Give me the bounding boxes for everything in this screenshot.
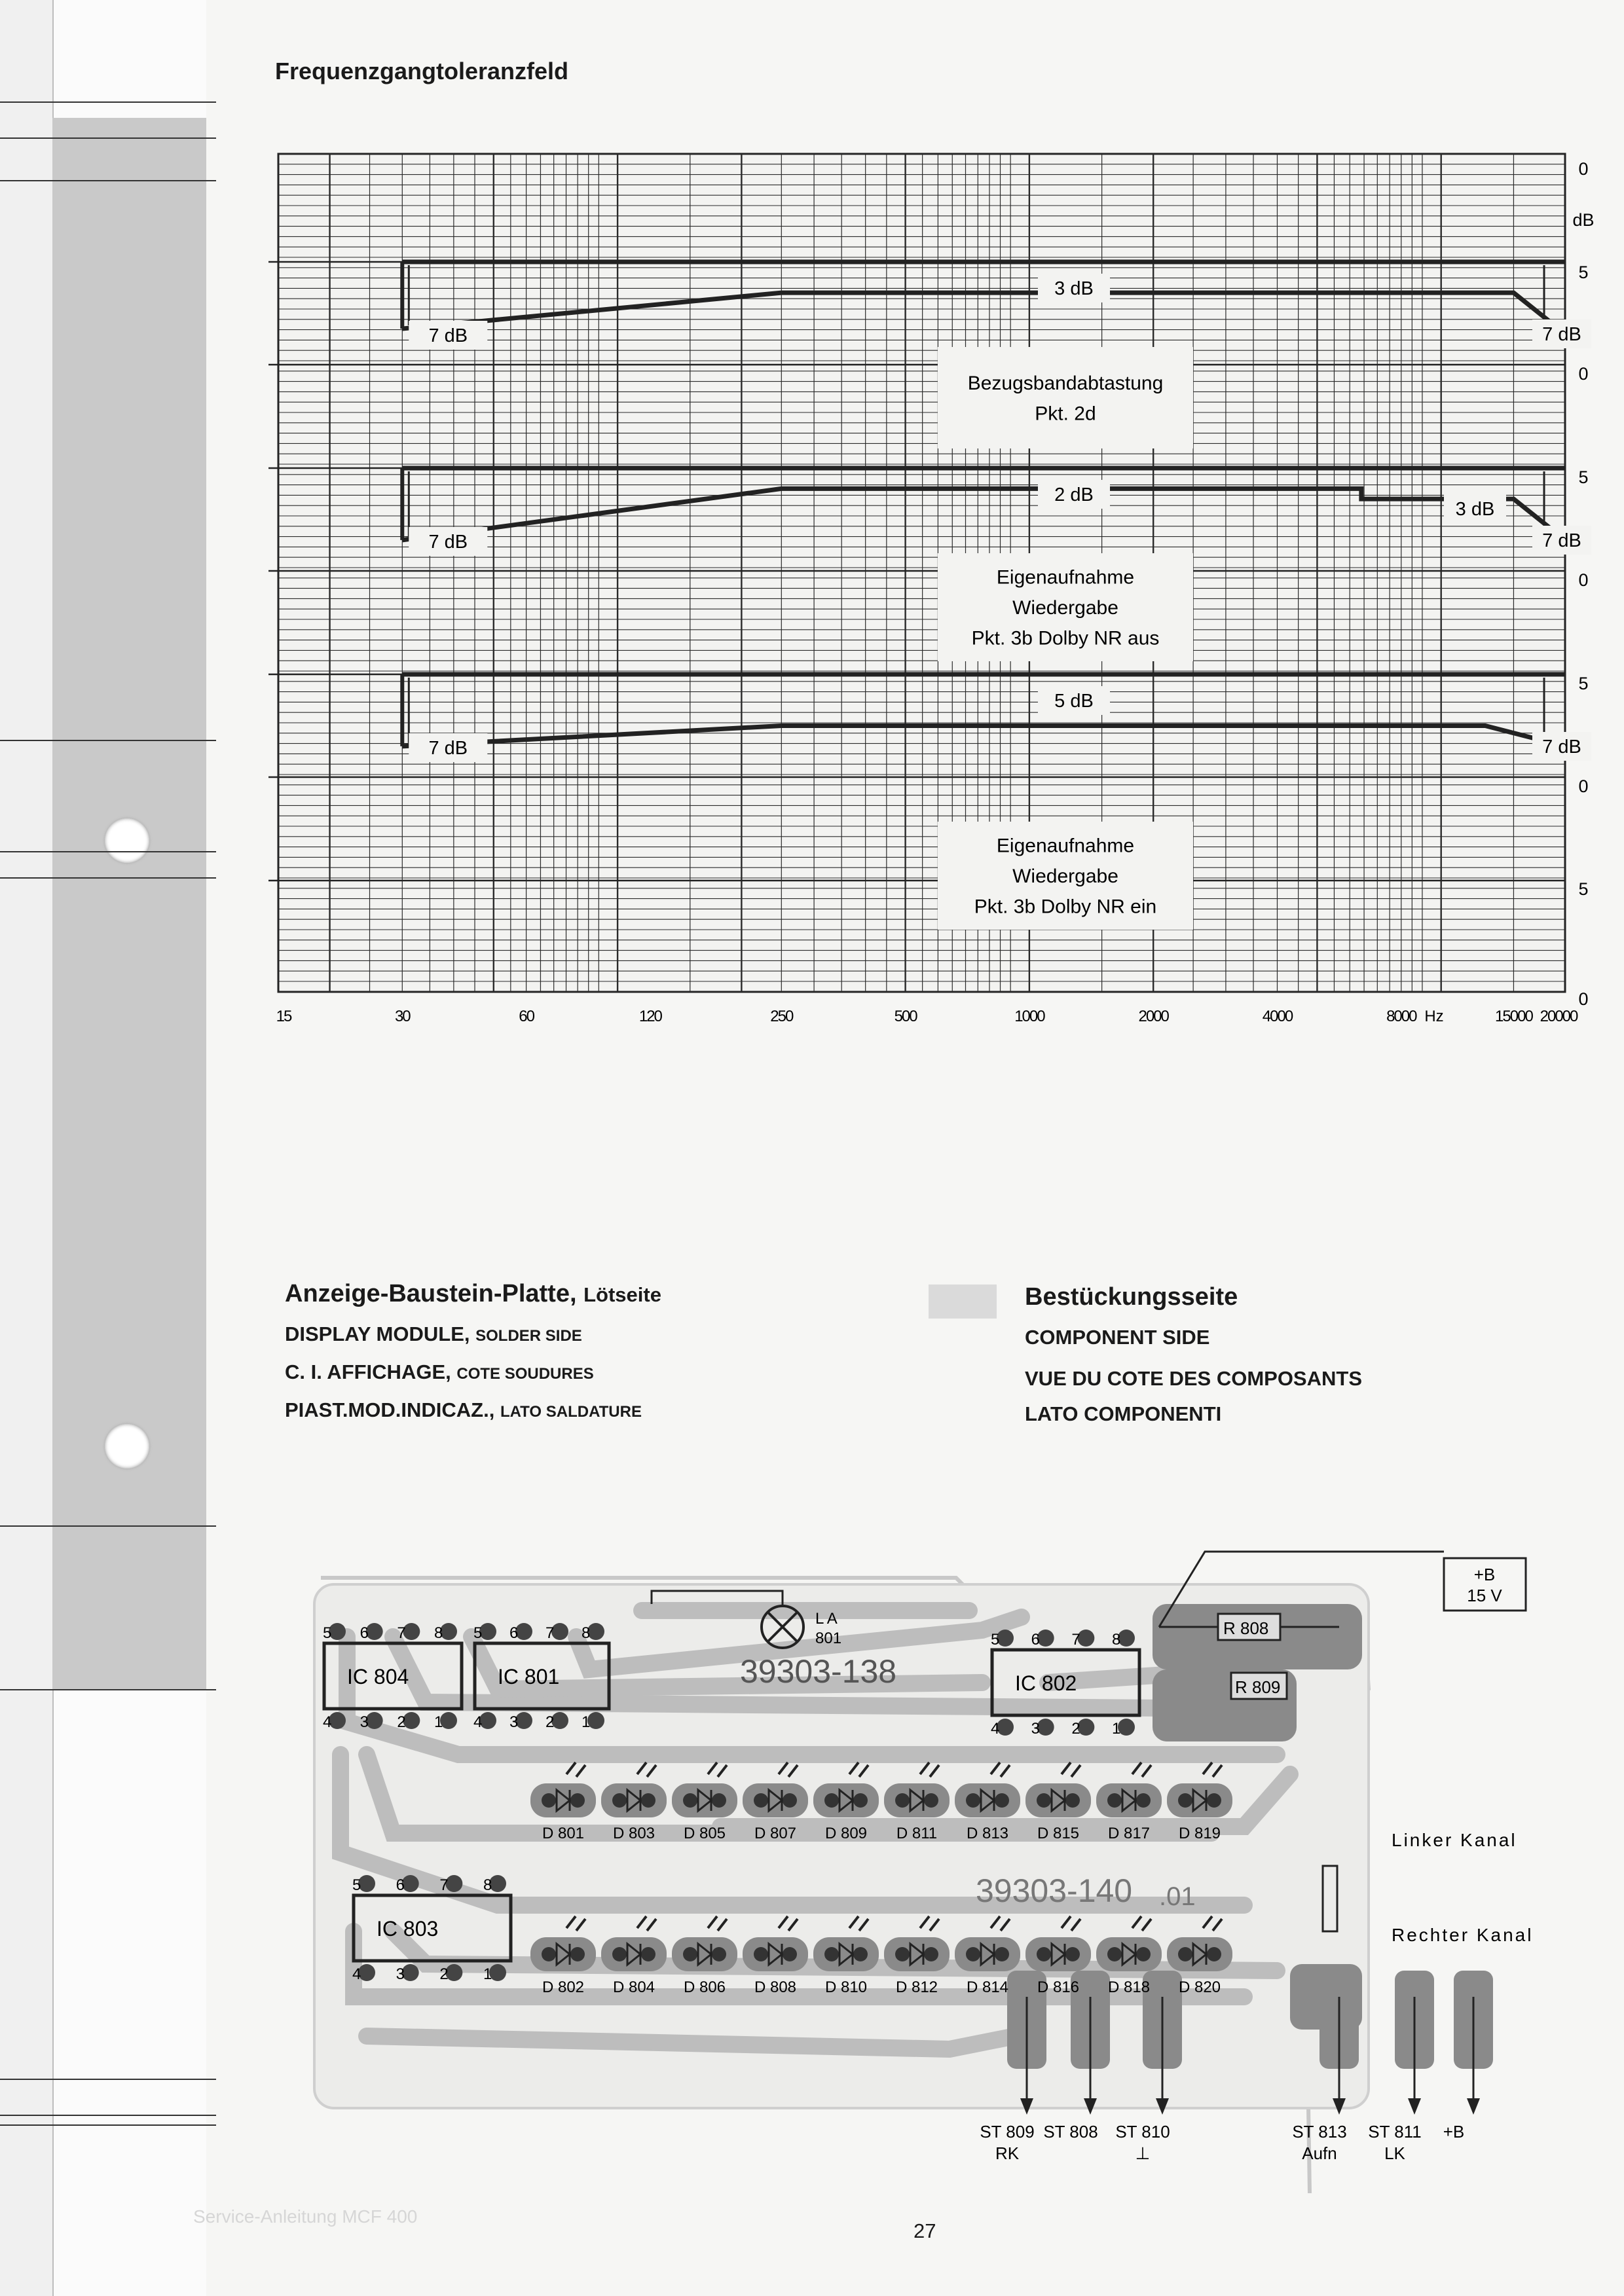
led-pad xyxy=(813,1783,879,1817)
led-pin xyxy=(641,1793,655,1808)
extra-tolerance-label xyxy=(1444,494,1506,523)
pin-number: 2 xyxy=(439,1965,449,1983)
supply-label: 15 V xyxy=(1467,1586,1502,1605)
connector-arrow xyxy=(1467,2098,1480,2115)
pin-number: 7 xyxy=(545,1624,555,1642)
pin-number: 6 xyxy=(360,1624,369,1642)
pin-number: 4 xyxy=(352,1965,361,1983)
upper-tolerance-label-text: 2 dB xyxy=(1054,484,1094,506)
panel-label-text: Bezugsbandabtastung xyxy=(967,372,1164,394)
right-caption-line: LATO COMPONENTI xyxy=(1025,1402,1222,1425)
led-pin xyxy=(924,1947,938,1961)
led-pin xyxy=(1178,1793,1192,1808)
led-pin xyxy=(754,1947,768,1961)
panel-label-text: Pkt. 3b Dolby NR aus xyxy=(971,627,1160,649)
x-tick-label: 500 xyxy=(894,1008,917,1025)
board-number-suffix: .01 xyxy=(1159,1882,1196,1911)
pin-number: 4 xyxy=(991,1720,1000,1738)
led-pad xyxy=(955,1937,1020,1971)
led-pin xyxy=(853,1947,868,1961)
right-span-label-text: 7 dB xyxy=(1542,737,1581,758)
x-tick-label: 250 xyxy=(770,1008,793,1025)
left-span-label-text: 7 dB xyxy=(428,532,468,553)
led-pad xyxy=(743,1937,808,1971)
led-label: D 804 xyxy=(612,1978,655,1996)
led-pin xyxy=(612,1793,627,1808)
led-pin xyxy=(783,1947,797,1961)
left-caption-line xyxy=(285,1398,642,1422)
led-pad xyxy=(1025,1937,1091,1971)
x-tick-label: 15 xyxy=(276,1008,291,1025)
led-label: D 809 xyxy=(824,1825,868,1842)
pin-number: 1 xyxy=(483,1965,492,1983)
connector-label: ST 808 xyxy=(1043,2122,1098,2141)
y-tick-label: 0 xyxy=(1578,570,1589,590)
led-pad xyxy=(601,1783,667,1817)
led-label: D 805 xyxy=(683,1825,726,1842)
right-span-label-text: 7 dB xyxy=(1542,530,1581,552)
led-label: D 819 xyxy=(1178,1825,1221,1842)
right-span-label xyxy=(1532,732,1591,761)
led-label: D 811 xyxy=(896,1825,938,1842)
caption-text: C. I. AFFICHAGE, xyxy=(285,1360,451,1383)
y-tick-label: 0 xyxy=(1578,776,1589,796)
x-tick-label: 120 xyxy=(638,1008,661,1025)
resistor-label: R 809 xyxy=(1235,1677,1281,1697)
pin-number: 3 xyxy=(396,1965,405,1983)
right-span-label xyxy=(1532,319,1591,348)
led-pin xyxy=(542,1947,556,1961)
board-number: 39303-138 xyxy=(740,1653,897,1690)
led-label: D 815 xyxy=(1037,1825,1080,1842)
led-pin xyxy=(924,1793,938,1808)
led-label: D 816 xyxy=(1037,1978,1080,1996)
led-pin xyxy=(966,1793,980,1808)
pin-number: 1 xyxy=(434,1713,443,1731)
lamp-label: 801 xyxy=(815,1630,842,1647)
led-label: D 813 xyxy=(966,1825,1009,1842)
led-label: D 806 xyxy=(683,1978,726,1996)
panel-label-text: Wiedergabe xyxy=(1012,866,1118,887)
channel-label: Linker Kanal xyxy=(1392,1830,1517,1850)
led-pin xyxy=(966,1947,980,1961)
pin-number: 3 xyxy=(509,1713,519,1731)
led-label: D 820 xyxy=(1178,1978,1221,1996)
board-number: 39303-140 xyxy=(976,1872,1133,1909)
connector-arrow xyxy=(1408,2098,1421,2115)
led-pad xyxy=(813,1937,879,1971)
right-span-label xyxy=(1532,526,1591,555)
led-pin xyxy=(1107,1947,1122,1961)
right-caption-line: VUE DU COTE DES COMPOSANTS xyxy=(1025,1367,1362,1390)
x-tick-label: 15000 xyxy=(1495,1008,1532,1025)
panel-label-text: Pkt. 3b Dolby NR ein xyxy=(974,896,1157,918)
caption-text: PIAST.MOD.INDICAZ., xyxy=(285,1398,495,1421)
right-span-label-text: 7 dB xyxy=(1542,324,1581,346)
pcb-layout-diagram xyxy=(0,1539,1624,2193)
chart-title: Frequenzgangtoleranzfeld xyxy=(275,58,569,84)
left-heading-small: Lötseite xyxy=(583,1283,661,1306)
pin-number: 8 xyxy=(1112,1631,1121,1649)
panel-label xyxy=(938,822,1193,930)
upper-tolerance-label xyxy=(1038,274,1110,302)
left-caption-heading xyxy=(285,1280,661,1308)
left-span-label-text: 7 dB xyxy=(428,325,468,347)
led-pin xyxy=(542,1793,556,1808)
panel-label-text: Eigenaufnahme xyxy=(996,566,1135,589)
pin-number: 6 xyxy=(1031,1631,1041,1649)
pin-number: 4 xyxy=(473,1713,483,1731)
pin-number: 8 xyxy=(581,1624,591,1642)
led-pin xyxy=(1136,1793,1151,1808)
left-span-label xyxy=(409,321,487,350)
led-pad xyxy=(672,1783,737,1817)
led-pin xyxy=(1207,1947,1221,1961)
led-pin xyxy=(824,1793,839,1808)
y-tick-label: 5 xyxy=(1578,879,1589,899)
x-tick-label: 2000 xyxy=(1138,1008,1168,1025)
punch-hole xyxy=(105,1424,149,1468)
led-pin xyxy=(641,1947,655,1961)
left-span-label xyxy=(409,527,487,556)
y-tick-label: 5 xyxy=(1578,263,1589,282)
pin-number: 6 xyxy=(509,1624,519,1642)
pin-number: 2 xyxy=(397,1713,406,1731)
pin-number: 3 xyxy=(360,1713,369,1731)
pin-number: 8 xyxy=(483,1876,492,1894)
pin-number: 5 xyxy=(991,1631,1000,1649)
pin-number: 7 xyxy=(439,1876,449,1894)
pin-number: 7 xyxy=(1071,1631,1080,1649)
led-pin xyxy=(895,1793,910,1808)
x-tick-label: 4000 xyxy=(1262,1008,1293,1025)
led-label: D 814 xyxy=(966,1978,1009,1996)
pin-number: 7 xyxy=(397,1624,406,1642)
led-label: D 803 xyxy=(612,1825,655,1842)
led-pin xyxy=(1037,1947,1051,1961)
x-tick-label: 8000 xyxy=(1386,1008,1416,1025)
panel-label xyxy=(938,553,1193,661)
panel-label-text: Eigenaufnahme xyxy=(996,835,1135,857)
pin-number: 4 xyxy=(323,1713,332,1731)
upper-tolerance-label xyxy=(1038,686,1110,715)
led-pin xyxy=(1178,1947,1192,1961)
extra-tolerance-label-text: 3 dB xyxy=(1455,499,1495,520)
pin-number: 2 xyxy=(1071,1720,1080,1738)
x-tick-label: 30 xyxy=(394,1008,410,1025)
connector-sublabel: ⊥ xyxy=(1135,2143,1151,2163)
connector-label: ST 813 xyxy=(1292,2122,1347,2141)
x-tick-label: 60 xyxy=(519,1008,534,1025)
led-pin xyxy=(612,1947,627,1961)
connector-label: ST 811 xyxy=(1368,2122,1422,2141)
led-pad xyxy=(1167,1937,1232,1971)
led-pad xyxy=(672,1937,737,1971)
led-pad xyxy=(1096,1937,1162,1971)
led-label: D 812 xyxy=(895,1978,938,1996)
led-pad xyxy=(743,1783,808,1817)
led-pad xyxy=(955,1783,1020,1817)
y-tick-label: 5 xyxy=(1578,674,1589,693)
led-pad xyxy=(530,1783,596,1817)
connector-sublabel: RK xyxy=(995,2143,1020,2163)
connector-label: +B xyxy=(1443,2122,1465,2141)
led-pin xyxy=(995,1793,1009,1808)
upper-tolerance-label-text: 3 dB xyxy=(1054,278,1094,300)
pin-number: 8 xyxy=(434,1624,443,1642)
right-caption-heading: Bestückungsseite xyxy=(1025,1283,1238,1311)
lamp-label: L A xyxy=(815,1610,838,1628)
led-pin xyxy=(1207,1793,1221,1808)
led-label: D 818 xyxy=(1107,1978,1151,1996)
ic-label: IC 802 xyxy=(1015,1671,1077,1695)
led-pin xyxy=(1065,1947,1080,1961)
led-pad xyxy=(1025,1783,1091,1817)
supply-label: +B xyxy=(1473,1565,1496,1584)
led-pin xyxy=(570,1947,585,1961)
panel-label-text: Pkt. 2d xyxy=(1035,403,1096,425)
left-heading-text: Anzeige-Baustein-Platte, xyxy=(285,1280,577,1307)
footer-text: Service-Anleitung MCF 400 xyxy=(193,2206,418,2227)
upper-tolerance-label-text: 5 dB xyxy=(1054,691,1094,712)
y-tick-label: 0 xyxy=(1578,989,1589,1009)
led-pin xyxy=(1107,1793,1122,1808)
led-pad xyxy=(601,1937,667,1971)
x-tick-label: 20000 xyxy=(1540,1008,1578,1025)
connector-label: ST 810 xyxy=(1115,2122,1170,2141)
led-label: D 801 xyxy=(542,1825,585,1842)
ic-label: IC 801 xyxy=(498,1665,560,1688)
led-pin xyxy=(1136,1947,1151,1961)
pin-number: 2 xyxy=(545,1713,555,1731)
led-pin xyxy=(824,1947,839,1961)
connector-sublabel: Aufn xyxy=(1302,2143,1337,2163)
caption-small: COTE SOUDURES xyxy=(456,1365,594,1383)
led-label: D 817 xyxy=(1107,1825,1151,1842)
caption-text: DISPLAY MODULE, xyxy=(285,1322,470,1345)
pin-number: 1 xyxy=(1112,1720,1121,1738)
led-pin xyxy=(570,1793,585,1808)
connector-label: ST 809 xyxy=(980,2122,1035,2141)
pin-number: 5 xyxy=(352,1876,361,1894)
connector-sublabel: LK xyxy=(1384,2143,1405,2163)
pin-number: 6 xyxy=(396,1876,405,1894)
x-tick-label: 1000 xyxy=(1014,1008,1044,1025)
led-pad xyxy=(1096,1783,1162,1817)
channel-label: Rechter Kanal xyxy=(1392,1925,1534,1945)
pin-number: 5 xyxy=(323,1624,332,1642)
led-label: D 807 xyxy=(754,1825,797,1842)
y-tick-label: 0 xyxy=(1578,159,1589,179)
led-pin xyxy=(712,1947,726,1961)
page-number: 27 xyxy=(913,2219,936,2242)
ic-label: IC 803 xyxy=(377,1917,439,1941)
panel-label-bg xyxy=(938,347,1193,448)
caption-small: LATO SALDATURE xyxy=(500,1403,642,1421)
led-pad xyxy=(1167,1783,1232,1817)
led-label: D 802 xyxy=(542,1978,585,1996)
pin-number: 5 xyxy=(473,1624,483,1642)
led-pin xyxy=(995,1947,1009,1961)
panel-label xyxy=(938,347,1193,448)
pin-number: 3 xyxy=(1031,1720,1041,1738)
led-pin xyxy=(1065,1793,1080,1808)
led-pad xyxy=(884,1937,950,1971)
pin-number: 1 xyxy=(581,1713,591,1731)
led-label: D 810 xyxy=(824,1978,868,1996)
led-pin xyxy=(895,1947,910,1961)
led-pad xyxy=(530,1937,596,1971)
led-pin xyxy=(1037,1793,1051,1808)
connector-pad xyxy=(1290,1964,1362,2030)
margin-rule xyxy=(0,1525,216,1527)
led-pin xyxy=(853,1793,868,1808)
left-caption-line xyxy=(285,1360,594,1384)
color-swatch xyxy=(929,1285,997,1319)
led-pad xyxy=(884,1783,950,1817)
plot-area xyxy=(278,154,1565,992)
x-unit-label: Hz xyxy=(1424,1008,1444,1025)
led-pin xyxy=(712,1793,726,1808)
left-caption-line xyxy=(285,1322,582,1346)
left-span-label xyxy=(409,733,487,762)
led-pin xyxy=(754,1793,768,1808)
ic-label: IC 804 xyxy=(347,1665,409,1688)
panel-label-text: Wiedergabe xyxy=(1012,597,1118,619)
y-unit-label: dB xyxy=(1572,210,1595,230)
led-pin xyxy=(683,1947,697,1961)
resistor-label: R 808 xyxy=(1223,1618,1269,1638)
y-tick-label: 0 xyxy=(1578,364,1589,384)
upper-tolerance-label xyxy=(1038,480,1110,509)
left-span-label-text: 7 dB xyxy=(428,738,468,759)
right-caption-line: COMPONENT SIDE xyxy=(1025,1326,1210,1349)
caption-small: SOLDER SIDE xyxy=(475,1327,582,1345)
frequency-response-chart xyxy=(0,0,1624,1074)
led-label: D 808 xyxy=(754,1978,797,1996)
led-pin xyxy=(783,1793,797,1808)
led-pin xyxy=(683,1793,697,1808)
y-tick-label: 5 xyxy=(1578,467,1589,487)
